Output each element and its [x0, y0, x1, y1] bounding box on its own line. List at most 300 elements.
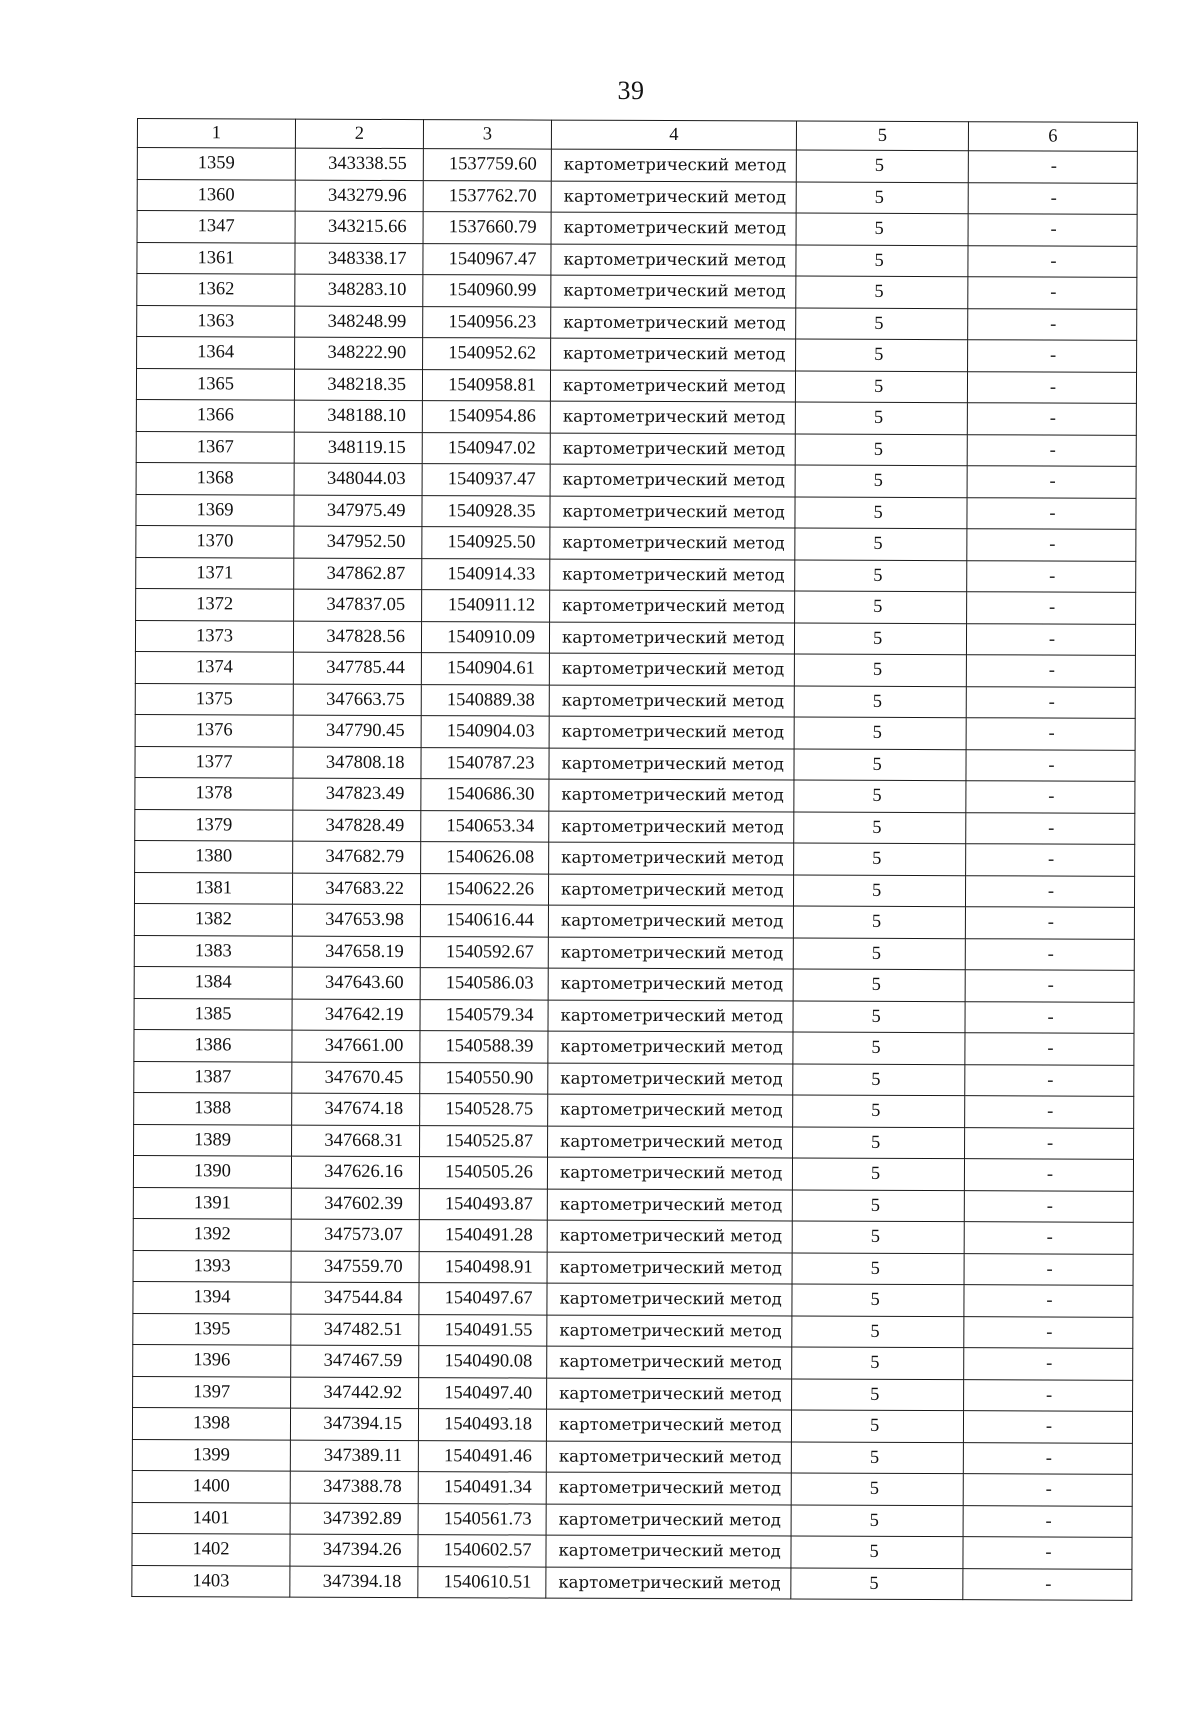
- table-row: [134, 966, 1134, 1001]
- y-coordinate-cell: 1540497.67: [419, 1283, 547, 1315]
- method-cell: картометрический метод: [549, 842, 794, 874]
- table-row: [133, 1155, 1133, 1190]
- x-coordinate-cell: 347394.15: [290, 1408, 418, 1440]
- x-coordinate-cell: 347790.45: [293, 715, 421, 747]
- y-coordinate-cell: 1540956.23: [423, 306, 551, 338]
- table-body: [132, 148, 1138, 1601]
- note-cell: -: [965, 1064, 1134, 1096]
- method-cell: картометрический метод: [548, 1063, 793, 1095]
- table-row: [133, 1281, 1133, 1316]
- x-coordinate-cell: 347661.00: [292, 1030, 420, 1062]
- point-number-cell: 1372: [136, 588, 294, 620]
- point-number-cell: 1402: [132, 1533, 290, 1565]
- point-number-cell: 1367: [136, 431, 294, 463]
- point-number-cell: 1391: [133, 1187, 291, 1219]
- accuracy-cell: 5: [791, 1568, 963, 1600]
- point-number-cell: 1387: [134, 1061, 292, 1093]
- table-row: [132, 1533, 1132, 1568]
- note-cell: -: [964, 1285, 1133, 1317]
- point-number-cell: 1378: [135, 777, 293, 809]
- method-cell: картометрический метод: [547, 1378, 792, 1410]
- accuracy-cell: 5: [792, 1347, 964, 1379]
- table-row: [135, 683, 1135, 718]
- note-cell: -: [963, 1537, 1132, 1569]
- note-cell: -: [964, 1222, 1133, 1254]
- table-row: [137, 242, 1137, 277]
- accuracy-cell: 5: [792, 1379, 964, 1411]
- method-cell: картометрический метод: [547, 1315, 792, 1347]
- y-coordinate-cell: 1540925.50: [422, 527, 550, 559]
- accuracy-cell: 5: [795, 560, 967, 592]
- table-row: [136, 494, 1136, 529]
- x-coordinate-cell: 347643.60: [292, 967, 420, 999]
- header-cell-4: 4: [551, 120, 796, 150]
- header-row: [137, 119, 1137, 152]
- method-cell: картометрический метод: [548, 1126, 793, 1158]
- table-row: [137, 179, 1137, 214]
- x-coordinate-cell: 347602.39: [291, 1188, 419, 1220]
- accuracy-cell: 5: [792, 1190, 964, 1222]
- point-number-cell: 1398: [132, 1407, 290, 1439]
- y-coordinate-cell: 1540928.35: [422, 495, 550, 527]
- x-coordinate-cell: 348248.99: [295, 306, 423, 338]
- note-cell: -: [968, 277, 1137, 309]
- method-cell: картометрический метод: [550, 464, 795, 496]
- point-number-cell: 1375: [135, 683, 293, 715]
- method-cell: картометрический метод: [550, 433, 795, 465]
- note-cell: -: [966, 718, 1135, 750]
- method-cell: картометрический метод: [546, 1409, 791, 1441]
- method-cell: картометрический метод: [550, 590, 795, 622]
- table-row: [135, 746, 1135, 781]
- accuracy-cell: 5: [794, 717, 966, 749]
- y-coordinate-cell: 1540622.26: [420, 873, 548, 905]
- method-cell: картометрический метод: [551, 275, 796, 307]
- table-row: [134, 998, 1134, 1033]
- x-coordinate-cell: 347663.75: [293, 684, 421, 716]
- accuracy-cell: 5: [791, 1473, 963, 1505]
- y-coordinate-cell: 1540960.99: [423, 275, 551, 307]
- accuracy-cell: 5: [794, 812, 966, 844]
- note-cell: -: [964, 1379, 1133, 1411]
- header-cell-5: 5: [796, 121, 968, 151]
- point-number-cell: 1373: [135, 620, 293, 652]
- note-cell: -: [966, 812, 1135, 844]
- table-row: [132, 1439, 1132, 1474]
- header-cell-3: 3: [423, 120, 551, 149]
- x-coordinate-cell: 347467.59: [291, 1345, 419, 1377]
- table-row: [136, 431, 1136, 466]
- x-coordinate-cell: 347828.49: [293, 810, 421, 842]
- point-number-cell: 1397: [133, 1376, 291, 1408]
- note-cell: -: [963, 1411, 1132, 1443]
- accuracy-cell: 5: [795, 371, 967, 403]
- y-coordinate-cell: 1540610.51: [418, 1566, 546, 1598]
- point-number-cell: 1382: [134, 903, 292, 935]
- table-row: [134, 1092, 1134, 1127]
- table-row: [133, 1187, 1133, 1222]
- table-row: [136, 462, 1136, 497]
- accuracy-cell: 5: [793, 875, 965, 907]
- table-row: [134, 1061, 1134, 1096]
- table-row: [135, 620, 1135, 655]
- note-cell: -: [966, 686, 1135, 718]
- method-cell: картометрический метод: [546, 1535, 791, 1567]
- table-row: [136, 557, 1136, 592]
- accuracy-cell: 5: [791, 1505, 963, 1537]
- note-cell: -: [965, 970, 1134, 1002]
- accuracy-cell: 5: [794, 654, 966, 686]
- point-number-cell: 1403: [132, 1565, 290, 1597]
- method-cell: картометрический метод: [551, 181, 796, 213]
- table-row: [137, 148, 1137, 183]
- method-cell: картометрический метод: [547, 1346, 792, 1378]
- x-coordinate-cell: 348222.90: [295, 337, 423, 369]
- x-coordinate-cell: 347482.51: [291, 1314, 419, 1346]
- point-number-cell: 1399: [132, 1439, 290, 1471]
- y-coordinate-cell: 1540491.28: [419, 1220, 547, 1252]
- x-coordinate-cell: 347394.18: [290, 1566, 418, 1598]
- x-coordinate-cell: 347862.87: [294, 558, 422, 590]
- point-number-cell: 1394: [133, 1281, 291, 1313]
- note-cell: -: [966, 749, 1135, 781]
- y-coordinate-cell: 1540952.62: [423, 338, 551, 370]
- table-row: [136, 525, 1136, 560]
- y-coordinate-cell: 1540686.30: [421, 779, 549, 811]
- note-cell: -: [967, 403, 1136, 435]
- x-coordinate-cell: 347785.44: [293, 652, 421, 684]
- table-row: [136, 588, 1136, 623]
- note-cell: -: [965, 907, 1134, 939]
- note-cell: -: [965, 875, 1134, 907]
- x-coordinate-cell: 348218.35: [294, 369, 422, 401]
- point-number-cell: 1370: [136, 525, 294, 557]
- accuracy-cell: 5: [792, 1316, 964, 1348]
- note-cell: -: [965, 1001, 1134, 1033]
- method-cell: картометрический метод: [549, 685, 794, 717]
- y-coordinate-cell: 1540787.23: [421, 747, 549, 779]
- point-number-cell: 1361: [137, 242, 295, 274]
- y-coordinate-cell: 1540626.08: [421, 842, 549, 874]
- page-number: 39: [617, 76, 645, 105]
- accuracy-cell: 5: [796, 182, 968, 214]
- method-cell: картометрический метод: [548, 1031, 793, 1063]
- table-row: [135, 809, 1135, 844]
- x-coordinate-cell: 347683.22: [292, 873, 420, 905]
- method-cell: картометрический метод: [548, 905, 793, 937]
- method-cell: картометрический метод: [551, 307, 796, 339]
- note-cell: -: [968, 308, 1137, 340]
- accuracy-cell: 5: [793, 1032, 965, 1064]
- method-cell: картометрический метод: [549, 622, 794, 654]
- table-row: [135, 840, 1135, 875]
- table-row: [134, 1124, 1134, 1159]
- y-coordinate-cell: 1540947.02: [422, 432, 550, 464]
- accuracy-cell: 5: [793, 1127, 965, 1159]
- y-coordinate-cell: 1540505.26: [419, 1157, 547, 1189]
- method-cell: картометрический метод: [548, 937, 793, 969]
- note-cell: -: [964, 1159, 1133, 1191]
- point-number-cell: 1392: [133, 1218, 291, 1250]
- y-coordinate-cell: 1540493.18: [418, 1409, 546, 1441]
- note-cell: -: [967, 592, 1136, 624]
- y-coordinate-cell: 1540491.55: [419, 1314, 547, 1346]
- accuracy-cell: 5: [792, 1253, 964, 1285]
- table-row: [132, 1470, 1132, 1505]
- method-cell: картометрический метод: [550, 496, 795, 528]
- x-coordinate-cell: 347823.49: [293, 778, 421, 810]
- accuracy-cell: 5: [795, 528, 967, 560]
- method-cell: картометрический метод: [550, 527, 795, 559]
- note-cell: -: [965, 1096, 1134, 1128]
- y-coordinate-cell: 1540491.46: [418, 1440, 546, 1472]
- point-number-cell: 1363: [137, 305, 295, 337]
- x-coordinate-cell: 347442.92: [291, 1377, 419, 1409]
- x-coordinate-cell: 347573.07: [291, 1219, 419, 1251]
- accuracy-cell: 5: [793, 1001, 965, 1033]
- accuracy-cell: 5: [795, 402, 967, 434]
- table-row: [136, 399, 1136, 434]
- method-cell: картометрический метод: [547, 1283, 792, 1315]
- header-cell-2: 2: [295, 119, 423, 148]
- note-cell: -: [966, 623, 1135, 655]
- accuracy-cell: 5: [793, 938, 965, 970]
- method-cell: картометрический метод: [548, 968, 793, 1000]
- note-cell: -: [964, 1316, 1133, 1348]
- accuracy-cell: 5: [791, 1410, 963, 1442]
- point-number-cell: 1396: [133, 1344, 291, 1376]
- y-coordinate-cell: 1540525.87: [420, 1125, 548, 1157]
- y-coordinate-cell: 1540550.90: [420, 1062, 548, 1094]
- table-row: [134, 872, 1134, 907]
- y-coordinate-cell: 1540889.38: [421, 684, 549, 716]
- y-coordinate-cell: 1540592.67: [420, 936, 548, 968]
- point-number-cell: 1385: [134, 998, 292, 1030]
- y-coordinate-cell: 1540958.81: [422, 369, 550, 401]
- table-row: [137, 274, 1137, 309]
- x-coordinate-cell: 348338.17: [295, 243, 423, 275]
- method-cell: картометрический метод: [546, 1472, 791, 1504]
- y-coordinate-cell: 1540561.73: [418, 1503, 546, 1535]
- x-coordinate-cell: 347389.11: [290, 1440, 418, 1472]
- accuracy-cell: 5: [793, 969, 965, 1001]
- method-cell: картометрический метод: [547, 1220, 792, 1252]
- x-coordinate-cell: 347388.78: [290, 1471, 418, 1503]
- point-number-cell: 1377: [135, 746, 293, 778]
- table-row: [137, 337, 1137, 372]
- point-number-cell: 1393: [133, 1250, 291, 1282]
- point-number-cell: 1383: [134, 935, 292, 967]
- y-coordinate-cell: 1540490.08: [419, 1346, 547, 1378]
- accuracy-cell: 5: [794, 780, 966, 812]
- point-number-cell: 1360: [137, 179, 295, 211]
- x-coordinate-cell: 347559.70: [291, 1251, 419, 1283]
- table-row: [133, 1344, 1133, 1379]
- point-number-cell: 1401: [132, 1502, 290, 1534]
- point-number-cell: 1359: [137, 148, 295, 180]
- y-coordinate-cell: 1540588.39: [420, 1031, 548, 1063]
- accuracy-cell: 5: [796, 308, 968, 340]
- note-cell: -: [967, 371, 1136, 403]
- table-row: [135, 651, 1135, 686]
- method-cell: картометрический метод: [551, 149, 796, 181]
- x-coordinate-cell: 347394.26: [290, 1534, 418, 1566]
- x-coordinate-cell: 347392.89: [290, 1503, 418, 1535]
- y-coordinate-cell: 1540967.47: [423, 243, 551, 275]
- x-coordinate-cell: 347952.50: [294, 526, 422, 558]
- x-coordinate-cell: 347975.49: [294, 495, 422, 527]
- table-row: [132, 1565, 1132, 1600]
- y-coordinate-cell: 1540491.34: [418, 1472, 546, 1504]
- y-coordinate-cell: 1540954.86: [422, 401, 550, 433]
- note-cell: -: [964, 1253, 1133, 1285]
- table-row: [133, 1313, 1133, 1348]
- point-number-cell: 1390: [133, 1155, 291, 1187]
- table-row: [134, 1029, 1134, 1064]
- y-coordinate-cell: 1540914.33: [422, 558, 550, 590]
- x-coordinate-cell: 343338.55: [295, 148, 423, 180]
- note-cell: -: [967, 529, 1136, 561]
- method-cell: картометрический метод: [548, 874, 793, 906]
- method-cell: картометрический метод: [548, 1094, 793, 1126]
- y-coordinate-cell: 1540904.03: [421, 716, 549, 748]
- header-cell-1: 1: [137, 119, 295, 149]
- header-cell-6: 6: [968, 122, 1137, 152]
- accuracy-cell: 5: [794, 623, 966, 655]
- y-coordinate-cell: 1540493.87: [419, 1188, 547, 1220]
- accuracy-cell: 5: [796, 245, 968, 277]
- method-cell: картометрический метод: [547, 1189, 792, 1221]
- x-coordinate-cell: 347808.18: [293, 747, 421, 779]
- x-coordinate-cell: 348044.03: [294, 463, 422, 495]
- x-coordinate-cell: 348283.10: [295, 274, 423, 306]
- point-number-cell: 1389: [134, 1124, 292, 1156]
- method-cell: картометрический метод: [549, 811, 794, 843]
- table-row: [134, 903, 1134, 938]
- note-cell: -: [966, 844, 1135, 876]
- accuracy-cell: 5: [794, 686, 966, 718]
- x-coordinate-cell: 347626.16: [291, 1156, 419, 1188]
- y-coordinate-cell: 1540497.40: [419, 1377, 547, 1409]
- point-number-cell: 1371: [136, 557, 294, 589]
- accuracy-cell: 5: [793, 1064, 965, 1096]
- x-coordinate-cell: 347668.31: [292, 1125, 420, 1157]
- note-cell: -: [964, 1348, 1133, 1380]
- table-row: [133, 1376, 1133, 1411]
- point-number-cell: 1369: [136, 494, 294, 526]
- table-row: [135, 777, 1135, 812]
- table-row: [135, 714, 1135, 749]
- y-coordinate-cell: 1540586.03: [420, 968, 548, 1000]
- x-coordinate-cell: 347670.45: [292, 1062, 420, 1094]
- accuracy-cell: 5: [796, 276, 968, 308]
- method-cell: картометрический метод: [551, 244, 796, 276]
- accuracy-cell: 5: [795, 497, 967, 529]
- point-number-cell: 1374: [135, 651, 293, 683]
- point-number-cell: 1384: [134, 966, 292, 998]
- method-cell: картометрический метод: [549, 716, 794, 748]
- note-cell: -: [968, 340, 1137, 372]
- note-cell: -: [966, 655, 1135, 687]
- note-cell: -: [965, 1033, 1134, 1065]
- y-coordinate-cell: 1540528.75: [420, 1094, 548, 1126]
- note-cell: -: [964, 1190, 1133, 1222]
- y-coordinate-cell: 1540579.34: [420, 999, 548, 1031]
- y-coordinate-cell: 1540904.61: [421, 653, 549, 685]
- method-cell: картометрический метод: [549, 779, 794, 811]
- accuracy-cell: 5: [791, 1442, 963, 1474]
- table-row: [136, 368, 1136, 403]
- note-cell: -: [968, 151, 1137, 183]
- table-row: [134, 935, 1134, 970]
- point-number-cell: 1400: [132, 1470, 290, 1502]
- method-cell: картометрический метод: [550, 370, 795, 402]
- note-cell: -: [967, 497, 1136, 529]
- point-number-cell: 1362: [137, 274, 295, 306]
- method-cell: картометрический метод: [549, 748, 794, 780]
- point-number-cell: 1379: [135, 809, 293, 841]
- accuracy-cell: 5: [794, 843, 966, 875]
- table-row: [132, 1407, 1132, 1442]
- accuracy-cell: 5: [794, 749, 966, 781]
- x-coordinate-cell: 343279.96: [295, 180, 423, 212]
- x-coordinate-cell: 347544.84: [291, 1282, 419, 1314]
- method-cell: картометрический метод: [550, 559, 795, 591]
- note-cell: -: [967, 466, 1136, 498]
- accuracy-cell: 5: [795, 434, 967, 466]
- table-row: [137, 305, 1137, 340]
- note-cell: -: [967, 434, 1136, 466]
- x-coordinate-cell: 347653.98: [292, 904, 420, 936]
- y-coordinate-cell: 1540602.57: [418, 1535, 546, 1567]
- y-coordinate-cell: 1537660.79: [423, 212, 551, 244]
- accuracy-cell: 5: [795, 465, 967, 497]
- point-number-cell: 1395: [133, 1313, 291, 1345]
- x-coordinate-cell: 347642.19: [292, 999, 420, 1031]
- y-coordinate-cell: 1540910.09: [421, 621, 549, 653]
- point-number-cell: 1380: [135, 840, 293, 872]
- accuracy-cell: 5: [792, 1284, 964, 1316]
- point-number-cell: 1388: [134, 1092, 292, 1124]
- method-cell: картометрический метод: [549, 653, 794, 685]
- note-cell: -: [965, 1127, 1134, 1159]
- method-cell: картометрический метод: [546, 1441, 791, 1473]
- note-cell: -: [963, 1505, 1132, 1537]
- method-cell: картометрический метод: [546, 1567, 791, 1599]
- table-row: [132, 1502, 1132, 1537]
- note-cell: -: [968, 214, 1137, 246]
- note-cell: -: [965, 938, 1134, 970]
- method-cell: картометрический метод: [547, 1252, 792, 1284]
- point-number-cell: 1347: [137, 211, 295, 243]
- y-coordinate-cell: 1540937.47: [422, 464, 550, 496]
- coordinates-table-container: [131, 118, 1137, 1601]
- x-coordinate-cell: 343215.66: [295, 211, 423, 243]
- point-number-cell: 1366: [136, 399, 294, 431]
- method-cell: картометрический метод: [550, 401, 795, 433]
- point-number-cell: 1381: [134, 872, 292, 904]
- x-coordinate-cell: 347828.56: [293, 621, 421, 653]
- table-row: [133, 1250, 1133, 1285]
- accuracy-cell: 5: [792, 1158, 964, 1190]
- accuracy-cell: 5: [795, 591, 967, 623]
- accuracy-cell: 5: [791, 1536, 963, 1568]
- x-coordinate-cell: 348119.15: [294, 432, 422, 464]
- point-number-cell: 1386: [134, 1029, 292, 1061]
- y-coordinate-cell: 1540911.12: [422, 590, 550, 622]
- note-cell: -: [967, 560, 1136, 592]
- accuracy-cell: 5: [793, 906, 965, 938]
